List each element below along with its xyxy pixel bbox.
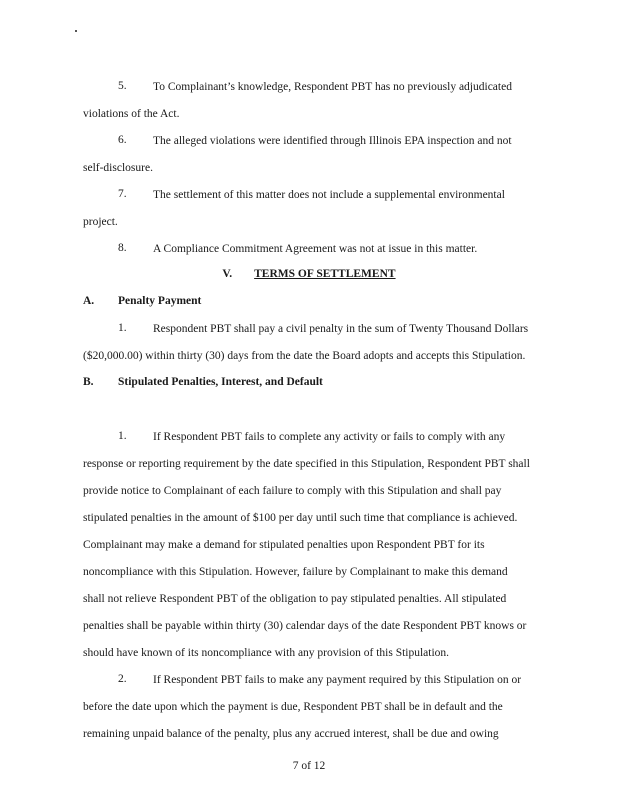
paragraph-text: provide notice to Complainant of each failure to comply with this Stipulation and shall pay (83, 485, 502, 497)
paragraph-text: The settlement of this matter does not include a supplemental environmental (153, 189, 505, 201)
paragraph-number: 1. (118, 322, 127, 334)
subsection-letter: B. (83, 376, 94, 388)
subsection-title: Stipulated Penalties, Interest, and Default (118, 376, 323, 388)
paragraph-number: 2. (118, 673, 127, 685)
paragraph-text: ($20,000.00) within thirty (30) days from the date the Board adopts and accepts this Stipulation. (83, 350, 526, 362)
paragraph-text: Complainant may make a demand for stipulated penalties upon Respondent PBT for its (83, 539, 485, 551)
scan-speck (75, 30, 77, 32)
paragraph-text: violations of the Act. (83, 108, 180, 120)
paragraph-number: 1. (118, 430, 127, 442)
paragraph-number: 6. (118, 134, 127, 146)
paragraph-text: If Respondent PBT fails to complete any activity or fails to comply with any (153, 431, 506, 443)
paragraph-text: A Compliance Commitment Agreement was not at issue in this matter. (153, 243, 478, 255)
paragraph-text: remaining unpaid balance of the penalty, plus any accrued interest, shall be due and owing (83, 728, 499, 740)
section-title: TERMS OF SETTLEMENT (254, 268, 396, 280)
paragraph-text: should have known of its noncompliance with any provision of this Stipulation. (83, 647, 450, 659)
paragraph-text: penalties shall be payable within thirty (30) calendar days of the date Respondent PBT knows or (83, 620, 527, 632)
section-heading (0, 268, 618, 280)
paragraph-text: self-disclosure. (83, 162, 153, 174)
subsection-letter: A. (83, 295, 95, 307)
paragraph-text: If Respondent PBT fails to make any payment required by this Stipulation on or (153, 674, 522, 686)
paragraph-text: stipulated penalties in the amount of $100 per day until such time that compliance is achieved. (83, 512, 518, 524)
paragraph-text: Respondent PBT shall pay a civil penalty in the sum of Twenty Thousand Dollars (153, 323, 529, 335)
paragraph-text: To Complainant’s knowledge, Respondent PBT has no previously adjudicated (153, 81, 512, 93)
paragraph-number: 5. (118, 80, 127, 92)
paragraph-text: before the date upon which the payment is due, Respondent PBT shall be in default and the (83, 701, 503, 713)
subsection-title: Penalty Payment (118, 295, 202, 307)
paragraph-text: project. (83, 216, 118, 228)
section-number: V. (222, 268, 233, 280)
paragraph-number: 8. (118, 242, 127, 254)
paragraph-number: 7. (118, 188, 127, 200)
paragraph-text: response or reporting requirement by the date specified in this Stipulation, Respondent PBT shall (83, 458, 530, 470)
paragraph-text: The alleged violations were identified through Illinois EPA inspection and not (153, 135, 512, 147)
paragraph-text: noncompliance with this Stipulation. However, failure by Complainant to make this demand (83, 566, 508, 578)
paragraph-text: shall not relieve Respondent PBT of the obligation to pay stipulated penalties. All stipulated (83, 593, 507, 605)
page-number: 7 of 12 (292, 760, 326, 772)
